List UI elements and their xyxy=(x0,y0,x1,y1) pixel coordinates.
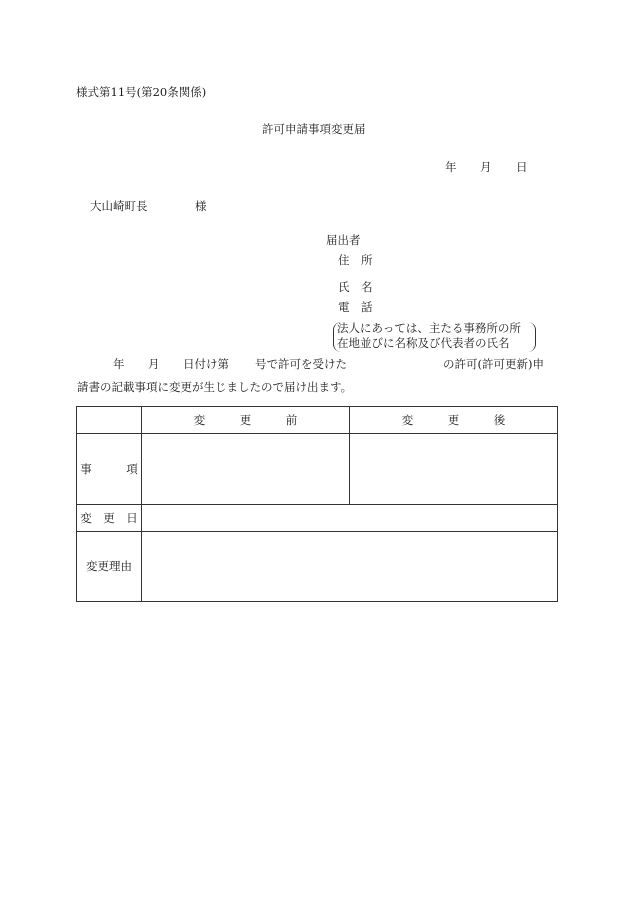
corporate-note-line1: 法人にあっては、主たる事務所の所 xyxy=(337,321,521,335)
header-before: 変 更 前 xyxy=(142,407,350,434)
table-row-reason xyxy=(77,532,558,602)
body-line2: 請書の記載事項に変更が生じましたので届け出ます。 xyxy=(77,380,353,394)
row-label-item: 事 項 xyxy=(77,434,142,505)
body-month: 月 xyxy=(148,357,160,371)
table-row-date xyxy=(77,505,558,532)
item-before-cell[interactable] xyxy=(142,434,350,505)
form-number: 様式第11号(第20条関係) xyxy=(76,85,207,99)
header-blank-cell xyxy=(77,407,142,434)
document-title: 許可申請事項変更届 xyxy=(262,122,366,136)
address-label: 住 所 xyxy=(338,253,373,267)
name-label: 氏 名 xyxy=(338,280,373,294)
note-bracket-right xyxy=(527,322,536,352)
table-header-row xyxy=(77,407,558,434)
date-month-label: 月 xyxy=(480,160,492,174)
body-year: 年 xyxy=(113,357,125,371)
phone-label: 電 話 xyxy=(338,300,373,314)
corporate-note-line2: 在地並びに名称及び代表者の氏名 xyxy=(337,336,510,350)
body-number-text: 号で許可を受けた xyxy=(255,357,347,371)
date-value-cell[interactable] xyxy=(142,505,558,532)
addressee-honorific: 様 xyxy=(195,199,207,213)
row-label-reason: 変更理由 xyxy=(77,532,142,602)
date-day-label: 日 xyxy=(516,160,528,174)
addressee-name: 大山崎町長 xyxy=(90,199,148,213)
body-dated: 日付け第 xyxy=(183,357,229,371)
body-permit-text: の許可(許可更新)申 xyxy=(443,357,544,371)
corporate-note xyxy=(337,321,521,351)
row-label-date: 変 更 日 xyxy=(77,505,142,532)
applicant-heading: 届出者 xyxy=(326,233,361,247)
changes-table xyxy=(76,406,558,602)
reason-value-cell[interactable] xyxy=(142,532,558,602)
header-after: 変 更 後 xyxy=(350,407,558,434)
table-row-item xyxy=(77,434,558,505)
date-year-label: 年 xyxy=(445,160,457,174)
item-after-cell[interactable] xyxy=(350,434,558,505)
